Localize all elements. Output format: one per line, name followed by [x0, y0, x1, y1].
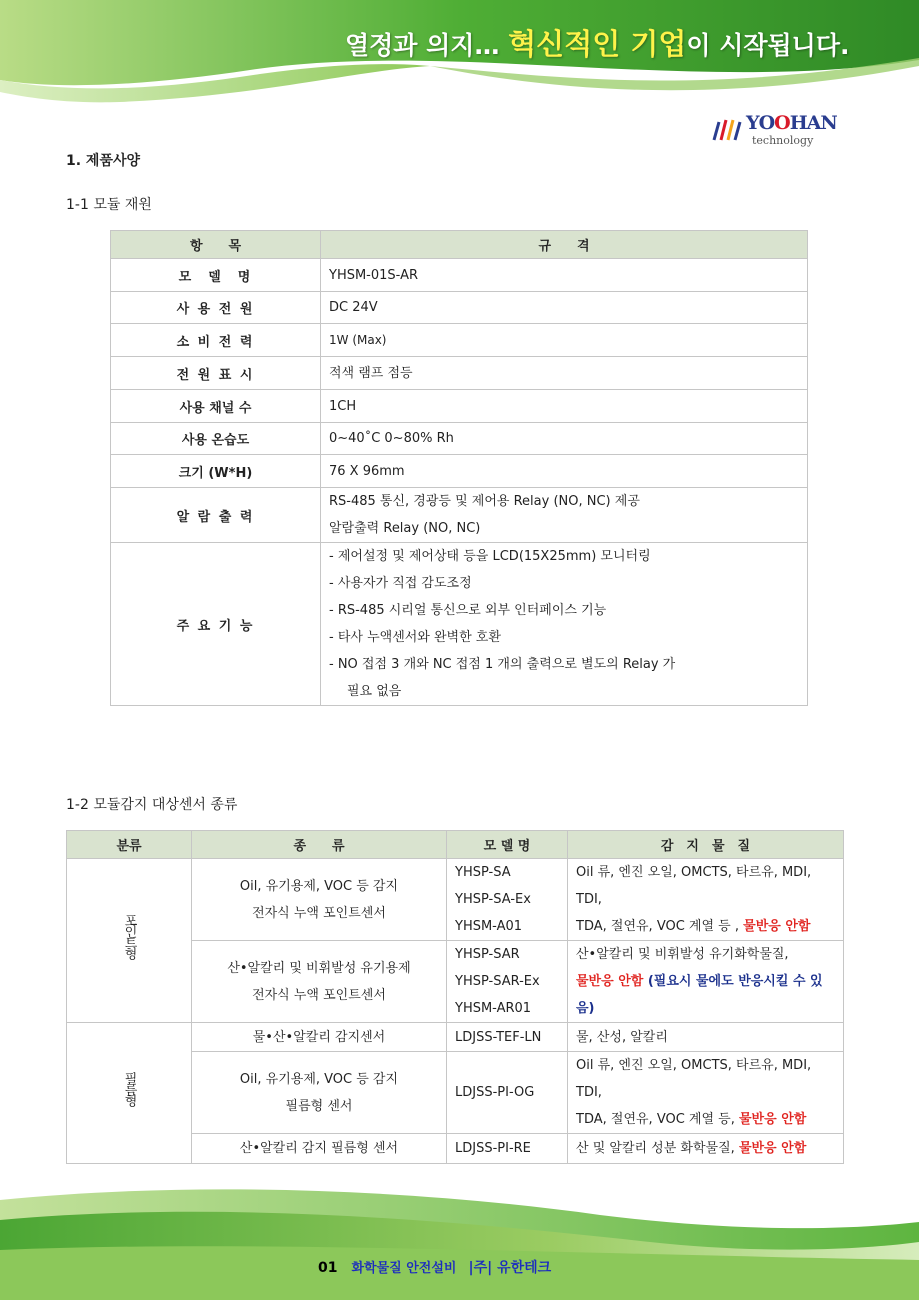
- footer-company: |주| 유한테크: [468, 1260, 552, 1276]
- model-line: YHSM-AR01: [455, 1001, 532, 1016]
- model-line: YHSP-SA-Ex: [455, 892, 531, 907]
- table-row: [111, 488, 808, 543]
- row-label: 사용 온습도: [111, 423, 321, 455]
- header-slogan: 열정과 의지… 혁신적인 기업이 시작됩니다.: [345, 27, 850, 61]
- model-cell: LDJSS-PI-OG: [447, 1052, 568, 1134]
- detect-cell: 산 및 알칼리 성분 화학물질, 물반응 안함: [568, 1134, 844, 1164]
- model-line: YHSP-SAR: [455, 947, 520, 962]
- detect-cell: [568, 941, 844, 1023]
- kind-line: 산•알칼리 및 비휘발성 유기용제: [227, 960, 411, 976]
- row-value: 76 X 96mm: [321, 455, 808, 488]
- value-line: - 제어설정 및 제어상태 등을 LCD(15X25mm) 모니터링: [329, 549, 651, 564]
- model-line: YHSP-SA: [455, 865, 511, 880]
- model-cell: [447, 941, 568, 1023]
- detect-line: Oil 류, 엔진 오일, OMCTS, 타르유, MDI, TDI,: [576, 1058, 812, 1100]
- row-value: [321, 543, 808, 706]
- logo-stripes-icon: [710, 116, 744, 142]
- header-detect: 감 지 물 질: [568, 831, 844, 859]
- model-line: YHSP-SAR-Ex: [455, 974, 540, 989]
- model-cell: [447, 859, 568, 941]
- model-cell: LDJSS-TEF-LN: [447, 1023, 568, 1052]
- header-kind: 종 류: [192, 831, 447, 859]
- value-line: - 사용자가 직접 감도조정: [329, 576, 472, 591]
- value-line: - NO 접점 3 개와 NC 접점 1 개의 출력으로 별도의 Relay 가: [329, 657, 676, 672]
- row-value: 0~40˚C 0~80% Rh: [321, 423, 808, 455]
- detect-line: TDA, 절연유, VOC 계열 등 , 물반응 안함: [576, 919, 811, 934]
- kind-line: 전자식 누액 포인트센서: [252, 987, 386, 1003]
- table-row: [67, 859, 844, 941]
- row-label: 알 람 출 력: [111, 488, 321, 543]
- detect-line: 산•알칼리 및 비휘발성 유기화학물질,: [576, 947, 789, 962]
- kind-cell: 산•알칼리 감지 필름형 센서: [192, 1134, 447, 1164]
- footer-label: 화학물질 안전설비: [351, 1261, 457, 1276]
- row-label: 사용 채널 수: [111, 390, 321, 423]
- header-item: 항 목: [111, 231, 321, 259]
- footer-wave: [0, 1180, 919, 1300]
- category-cell: [67, 1023, 192, 1164]
- row-label: 사 용 전 원: [111, 292, 321, 324]
- row-value: DC 24V: [321, 292, 808, 324]
- row-label: 소 비 전 력: [111, 324, 321, 357]
- detect-line: Oil 류, 엔진 오일, OMCTS, 타르유, MDI, TDI,: [576, 865, 812, 907]
- table-row: [111, 324, 808, 357]
- category-label: 필름형: [121, 1071, 137, 1105]
- header-banner: [0, 0, 919, 110]
- kind-cell: [192, 859, 447, 941]
- category-cell: [67, 859, 192, 1023]
- detect-line: TDA, 절연유, VOC 계열 등, 물반응 안함: [576, 1112, 807, 1127]
- slogan-highlight: 혁신적인 기업: [508, 27, 687, 61]
- no-water-reaction: 물반응 안함: [576, 974, 644, 989]
- value-line: - 타사 누액센서와 완벽한 호환: [329, 630, 501, 645]
- sensor-type-table: [66, 830, 844, 1164]
- no-water-reaction: 물반응 안함: [743, 919, 811, 934]
- kind-cell: 물•산•알칼리 감지센서: [192, 1023, 447, 1052]
- company-logo: [706, 110, 856, 150]
- kind-line: Oil, 유기용제, VOC 등 감지: [239, 1071, 399, 1087]
- row-label: 전 원 표 시: [111, 357, 321, 390]
- footer-banner: [0, 1180, 919, 1300]
- section-title-sensor-types: 1-2 모듈감지 대상센서 종류: [66, 797, 238, 813]
- table-row: [67, 1023, 844, 1052]
- value-line: RS-485 통신, 경광등 및 제어용 Relay (NO, NC) 제공: [329, 494, 640, 509]
- kind-cell: [192, 1052, 447, 1134]
- row-value: 1W (Max): [321, 324, 808, 357]
- table-row: [111, 390, 808, 423]
- row-value: 1CH: [321, 390, 808, 423]
- row-label: 모 델 명: [111, 259, 321, 292]
- table-row: [111, 543, 808, 706]
- header-category: 분류: [67, 831, 192, 859]
- table-row: [111, 259, 808, 292]
- row-value: 적색 램프 점등: [321, 357, 808, 390]
- model-line: YHSM-A01: [455, 919, 523, 934]
- footer-text: [318, 1257, 551, 1277]
- value-line: 알람출력 Relay (NO, NC): [329, 521, 481, 536]
- logo-subtitle: technology: [752, 134, 814, 147]
- row-label: 주 요 기 능: [111, 543, 321, 706]
- category-label: 포인트형: [121, 913, 137, 958]
- table-row: [111, 423, 808, 455]
- section-title-specs: 1. 제품사양: [66, 153, 141, 169]
- row-value: [321, 488, 808, 543]
- kind-line: Oil, 유기용제, VOC 등 감지: [239, 878, 399, 894]
- logo-name: YOOHAN: [746, 112, 837, 134]
- no-water-reaction: 물반응 안함: [739, 1112, 807, 1127]
- page-number: 01: [318, 1260, 338, 1276]
- value-line: 필요 없음: [347, 684, 402, 699]
- table-header-row: [67, 831, 844, 859]
- table-row: [111, 455, 808, 488]
- table-row: [111, 292, 808, 324]
- row-label: 크기 (W*H): [111, 455, 321, 488]
- detect-cell: [568, 859, 844, 941]
- kind-line: 전자식 누액 포인트센서: [252, 905, 386, 921]
- table-row: [111, 357, 808, 390]
- no-water-reaction: 물반응 안함: [738, 1141, 807, 1156]
- table-header-row: [111, 231, 808, 259]
- section-title-module-specs: 1-1 모듈 재원: [66, 197, 152, 213]
- kind-cell: [192, 941, 447, 1023]
- row-value: YHSM-01S-AR: [321, 259, 808, 292]
- detect-cell: [568, 1052, 844, 1134]
- module-spec-table: [110, 230, 808, 706]
- value-line: - RS-485 시리얼 통신으로 외부 인터페이스 기능: [329, 603, 607, 618]
- kind-line: 필름형 센서: [285, 1098, 353, 1114]
- detect-cell: 물, 산성, 알칼리: [568, 1023, 844, 1052]
- header-spec: 규 격: [321, 231, 808, 259]
- header-model: 모 델 명: [447, 831, 568, 859]
- detect-line: [576, 968, 835, 1022]
- water-reaction-note: (필요시 물에도 반응시킬 수 있음): [576, 974, 823, 1016]
- model-cell: LDJSS-PI-RE: [447, 1134, 568, 1164]
